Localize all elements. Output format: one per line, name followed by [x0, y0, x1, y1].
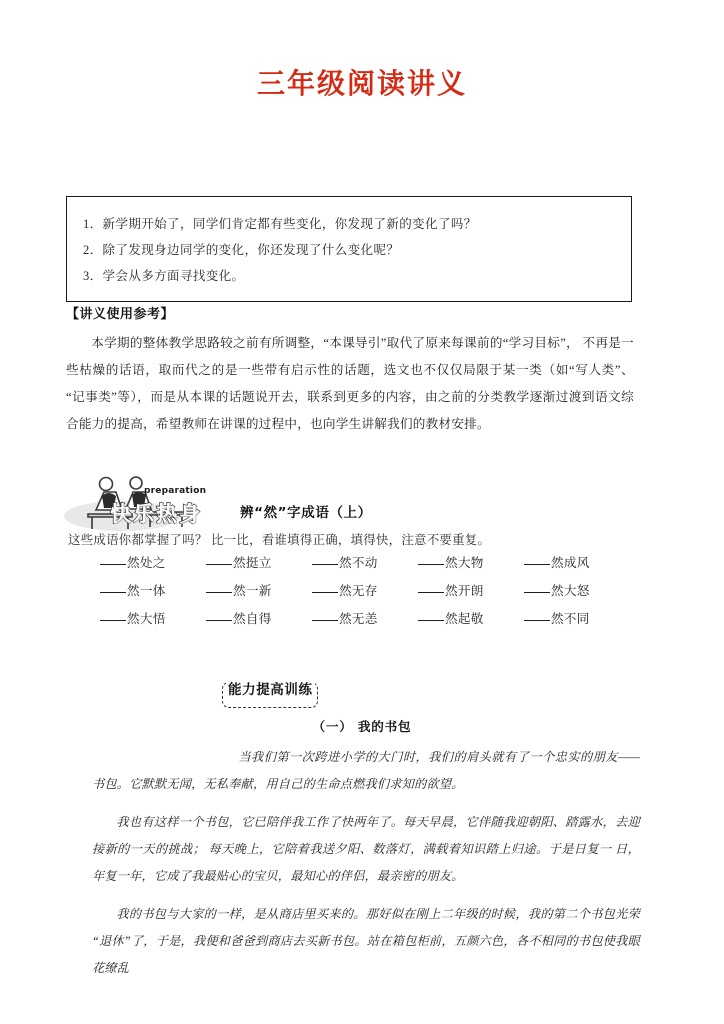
idiom-text: 然不同: [551, 612, 590, 626]
fill-blank[interactable]: [312, 564, 338, 565]
idiom-text: 然自得: [233, 612, 272, 626]
intro-question-item: 1．新学期开始了，同学们肯定都有些变化，你发现了新的变化了吗？: [83, 217, 477, 231]
fill-blank[interactable]: [312, 620, 338, 621]
idiom-text: 然处之: [127, 556, 166, 570]
intro-question-item: 3．学会从多方面寻找变化。: [83, 269, 245, 283]
fill-blank[interactable]: [100, 564, 126, 565]
fill-blank[interactable]: [206, 564, 232, 565]
page-title: 三年级阅读讲义: [256, 67, 467, 100]
fill-blank[interactable]: [206, 620, 232, 621]
idiom-item[interactable]: [524, 610, 630, 628]
passage-paragraph: 我的书包与大家的一样，是从商店里买来的。那好似在刚上二年级的时候，我的第二个书包光荣“退休”了，于是，我便和爸爸到商店去买新书包。站在箱包柜前，五颜六色，各不相同的书包使我眼花缭乱: [92, 907, 640, 975]
idiom-item[interactable]: [100, 610, 206, 628]
training-section-label: 能力提高训练: [226, 678, 315, 698]
idiom-item[interactable]: [524, 554, 630, 572]
intro-question-item: 2．除了发现身边同学的变化，你还发现了什么变化呢？: [83, 243, 400, 257]
idiom-item[interactable]: [206, 554, 312, 572]
idiom-item[interactable]: [100, 582, 206, 600]
fill-blank[interactable]: [418, 620, 444, 621]
idiom-item[interactable]: [418, 610, 524, 628]
idiom-text: 然无恙: [339, 612, 378, 626]
idiom-item[interactable]: [524, 582, 630, 600]
fill-blank[interactable]: [418, 564, 444, 565]
idiom-item[interactable]: [312, 554, 418, 572]
idiom-item[interactable]: [418, 554, 524, 572]
idiom-text: 然开朗: [445, 584, 484, 598]
idiom-item[interactable]: [100, 554, 206, 572]
idiom-text: 然挺立: [233, 556, 272, 570]
idiom-text: 然一新: [233, 584, 272, 598]
fill-blank[interactable]: [100, 592, 126, 593]
fill-blank[interactable]: [100, 620, 126, 621]
passage-body: [92, 744, 640, 993]
idiom-text: 然大怒: [551, 584, 590, 598]
idiom-text: 然一体: [127, 584, 166, 598]
fill-blank[interactable]: [418, 592, 444, 593]
idiom-text: 然不动: [339, 556, 378, 570]
warmup-section-title: 辨“然”字成语（上）: [240, 505, 372, 521]
idiom-item[interactable]: [206, 610, 312, 628]
fill-blank[interactable]: [312, 592, 338, 593]
warmup-header: [62, 474, 642, 536]
idiom-item[interactable]: [206, 582, 312, 600]
idiom-item[interactable]: [312, 582, 418, 600]
idiom-item[interactable]: [312, 610, 418, 628]
idiom-exercise-grid: [100, 554, 630, 628]
warmup-logo-en: preparation: [144, 486, 207, 496]
passage-paragraph: 我也有这样一个书包，它已陪伴我工作了快两年了。每天早晨，它伴随我迎朝阳、踏露水，去迎接新的一天的挑战； 每天晚上，它陪着我送夕阳、数落灯，满载着知识踏上归途。于是日复一 日，年复一年，它成了我最贴心的宝贝，最知心的伴侣，最亲密的朋友。: [92, 815, 640, 883]
idiom-text: 然无存: [339, 584, 378, 598]
idiom-text: 然起敬: [445, 612, 484, 626]
fill-blank[interactable]: [206, 592, 232, 593]
idiom-text: 然大物: [445, 556, 484, 570]
idiom-item[interactable]: [418, 582, 524, 600]
idiom-text: 然成风: [551, 556, 590, 570]
fill-blank[interactable]: [524, 564, 550, 565]
idiom-text: 然大悟: [127, 612, 166, 626]
passage-paragraph: 当我们第一次跨进小学的大门时，我们的肩头就有了一个忠实的朋友——书包。它默默无闻，无私奉献，用自己的生命点燃我们求知的欲望。: [92, 750, 640, 791]
usage-reference-body: 本学期的整体教学思路较之前有所调整，“本课导引”取代了原来每课前的“学习目标”， 不再是一些枯燥的话语，取而代之的是一些带有启示性的话题，选文也不仅仅局限于某一类（如“写人类”、“记事类”等），而是从本课的话题说开去，联系到更多的内容，由之前的分类教学逐渐过渡到语文综合能力的提高，希望教师在讲课的过程中，也向学生讲解我们的教材安排。: [66, 336, 634, 431]
warmup-logo-cn: 快乐热身: [110, 502, 202, 526]
warmup-instruction: 这些成语你都掌握了吗？ 比一比，看谁填得正确，填得快，注意不要重复。: [68, 533, 491, 547]
intro-question-box: [66, 196, 632, 302]
fill-blank[interactable]: [524, 592, 550, 593]
usage-reference-heading: 【讲义使用参考】: [66, 307, 175, 322]
passage-title: （一） 我的书包: [312, 719, 412, 734]
fill-blank[interactable]: [524, 620, 550, 621]
